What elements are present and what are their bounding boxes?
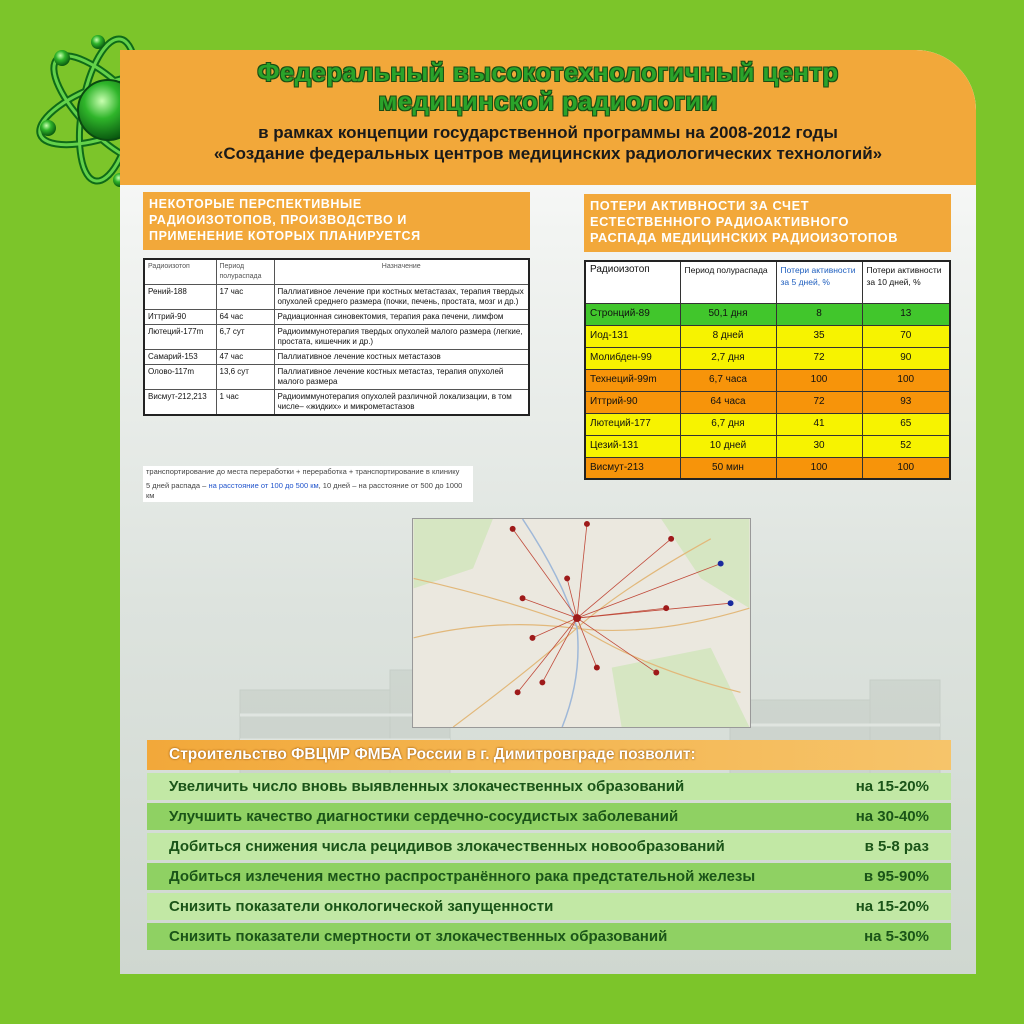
table-cell: 8	[776, 303, 862, 325]
table-cell: Иттрий-90	[144, 310, 216, 325]
column-header: Потери активности за 10 дней, %	[862, 261, 950, 303]
table-cell: 1 час	[216, 390, 274, 416]
title-line: медицинской радиологии	[378, 86, 718, 116]
benefits-heading: Строительство ФВЦМР ФМБА России в г. Димитровграде позволит:	[147, 740, 951, 770]
column-header: Период полураспада	[216, 259, 274, 285]
table-cell: 52	[862, 435, 950, 457]
benefits-block	[147, 740, 951, 956]
table-cell: Лютеций-177m	[144, 325, 216, 350]
table-cell: Цезий-131	[585, 435, 680, 457]
table-row	[144, 390, 529, 416]
table-row	[585, 457, 950, 479]
list-item	[147, 803, 951, 830]
table-cell: Паллиативное лечение при костных метастазах, терапия твердых опухолей среднего размера (почки, печень, простата, мозг и др.)	[274, 285, 529, 310]
note-text: , 10 дней – на расстояние от 500 до 1000 км	[146, 481, 463, 500]
table-cell: Радиационная синовектомия, терапия рака печени, лимфом	[274, 310, 529, 325]
subtitle-line: «Создание федеральных центров медицинских радиологических технологий»	[213, 144, 883, 163]
list-item	[147, 923, 951, 950]
table-cell: 64 часа	[680, 391, 776, 413]
table-row	[144, 325, 529, 350]
benefit-value: на 5-30%	[864, 928, 929, 945]
column-header: Назначение	[274, 259, 529, 285]
title-line: Федеральный высокотехнологичный центр	[257, 57, 839, 87]
table-cell: 13	[862, 303, 950, 325]
benefit-text: Увеличить число вновь выявленных злокачественных образований	[169, 778, 685, 795]
table-cell: 93	[862, 391, 950, 413]
table-cell: 50,1 дня	[680, 303, 776, 325]
table-cell: 50 мин	[680, 457, 776, 479]
table-cell: Лютеций-177	[585, 413, 680, 435]
table-cell: 6,7 часа	[680, 369, 776, 391]
table-header-row	[585, 261, 950, 303]
benefit-value: в 95-90%	[863, 868, 929, 885]
section-title-line: ЕСТЕСТВЕННОГО РАДИОАКТИВНОГО	[590, 214, 850, 229]
note-link-text: на расстояние от 100 до 500 км	[208, 481, 319, 490]
table-cell: Технеций-99m	[585, 369, 680, 391]
column-header: Радиоизотоп	[585, 261, 680, 303]
section-title-line: РАСПАДА МЕДИЦИНСКИХ РАДИОИЗОТОПОВ	[590, 230, 899, 245]
table-cell: Молибден-99	[585, 347, 680, 369]
table-cell: Паллиативное лечение костных метастаз, терапия опухолей малого размера	[274, 365, 529, 390]
table-cell: 41	[776, 413, 862, 435]
table-row	[144, 350, 529, 365]
table-cell: Самарий-153	[144, 350, 216, 365]
right-section-title	[584, 194, 951, 252]
section-title-line: НЕКОТОРЫЕ ПЕРСПЕКТИВНЫЕ	[149, 197, 362, 211]
table-cell: 2,7 дня	[680, 347, 776, 369]
subtitle-line: в рамках концепции государственной программы на 2008-2012 годы	[258, 123, 838, 142]
table-cell: Иттрий-90	[585, 391, 680, 413]
table-row	[144, 365, 529, 390]
table-row	[144, 310, 529, 325]
table-header-row	[144, 259, 529, 285]
transport-note	[143, 466, 473, 502]
table-cell: Радиоиммунотерапия твердых опухолей малого размера (легкие, простата, кишечник и др.)	[274, 325, 529, 350]
table-cell: Паллиативное лечение костных метастазов	[274, 350, 529, 365]
left-section-title	[143, 192, 530, 250]
benefits-list	[147, 773, 951, 950]
list-item	[147, 773, 951, 800]
table-cell: 47 час	[216, 350, 274, 365]
column-header: Радиоизотоп	[144, 259, 216, 285]
section-title-line: ПОТЕРИ АКТИВНОСТИ ЗА СЧЕТ	[590, 198, 810, 213]
logistics-map	[412, 518, 751, 728]
table-cell: 100	[776, 457, 862, 479]
table-cell: 100	[862, 369, 950, 391]
table-cell: Стронций-89	[585, 303, 680, 325]
isotopes-table	[143, 258, 530, 416]
column-header: Период полураспада	[680, 261, 776, 303]
table-row	[585, 435, 950, 457]
benefit-text: Улучшить качество диагностики сердечно-сосудистых заболеваний	[169, 808, 679, 825]
section-title-line: ПРИМЕНЕНИЕ КОТОРЫХ ПЛАНИРУЕТСЯ	[149, 229, 421, 243]
table-cell: 17 час	[216, 285, 274, 310]
table-cell: Олово-117m	[144, 365, 216, 390]
column-header: Потери активности за 5 дней, %	[776, 261, 862, 303]
table-cell: 65	[862, 413, 950, 435]
list-item	[147, 833, 951, 860]
header-bar	[120, 50, 976, 185]
note-line	[146, 481, 470, 501]
table-cell: 10 дней	[680, 435, 776, 457]
table-cell: Висмут-213	[585, 457, 680, 479]
benefit-text: Добиться излечения местно распространённого рака предстательной железы	[169, 868, 756, 885]
table-cell: 70	[862, 325, 950, 347]
table-row	[585, 303, 950, 325]
table-cell: 6,7 дня	[680, 413, 776, 435]
note-line: транспортирование до места переработки + переработка + транспортирование в клинику	[146, 467, 460, 476]
activity-loss-table	[584, 260, 951, 480]
table-cell: 30	[776, 435, 862, 457]
benefit-value: в 5-8 раз	[864, 838, 929, 855]
table-cell: 100	[776, 369, 862, 391]
table-row	[585, 325, 950, 347]
table-row	[585, 413, 950, 435]
table-row	[585, 369, 950, 391]
benefit-text: Снизить показатели онкологической запущенности	[169, 898, 554, 915]
list-item	[147, 863, 951, 890]
table-row	[144, 285, 529, 310]
benefit-value: на 15-20%	[855, 898, 929, 915]
note-text: 5 дней распада –	[146, 481, 209, 490]
table-cell: Иод-131	[585, 325, 680, 347]
table-cell: 6,7 сут	[216, 325, 274, 350]
section-title-line: РАДИОИЗОТОПОВ, ПРОИЗВОДСТВО И	[149, 213, 407, 227]
benefit-value: на 30-40%	[855, 808, 929, 825]
table-cell: 100	[862, 457, 950, 479]
table-cell: 72	[776, 391, 862, 413]
table-cell: 8 дней	[680, 325, 776, 347]
table-row	[585, 391, 950, 413]
table-cell: 90	[862, 347, 950, 369]
page-title	[120, 58, 976, 116]
table-row	[585, 347, 950, 369]
page-subtitle	[120, 122, 976, 164]
table-cell: Рений-188	[144, 285, 216, 310]
benefit-text: Снизить показатели смертности от злокачественных образований	[169, 928, 668, 945]
table-cell: Радиоиммунотерапия опухолей различной локализации, в том числе– «жидких» и микрометастазов	[274, 390, 529, 416]
table-cell: Висмут-212,213	[144, 390, 216, 416]
benefit-value: на 15-20%	[855, 778, 929, 795]
benefit-text: Добиться снижения числа рецидивов злокачественных новообразований	[169, 838, 725, 855]
table-cell: 13,6 сут	[216, 365, 274, 390]
table-cell: 72	[776, 347, 862, 369]
list-item	[147, 893, 951, 920]
table-cell: 64 час	[216, 310, 274, 325]
table-cell: 35	[776, 325, 862, 347]
